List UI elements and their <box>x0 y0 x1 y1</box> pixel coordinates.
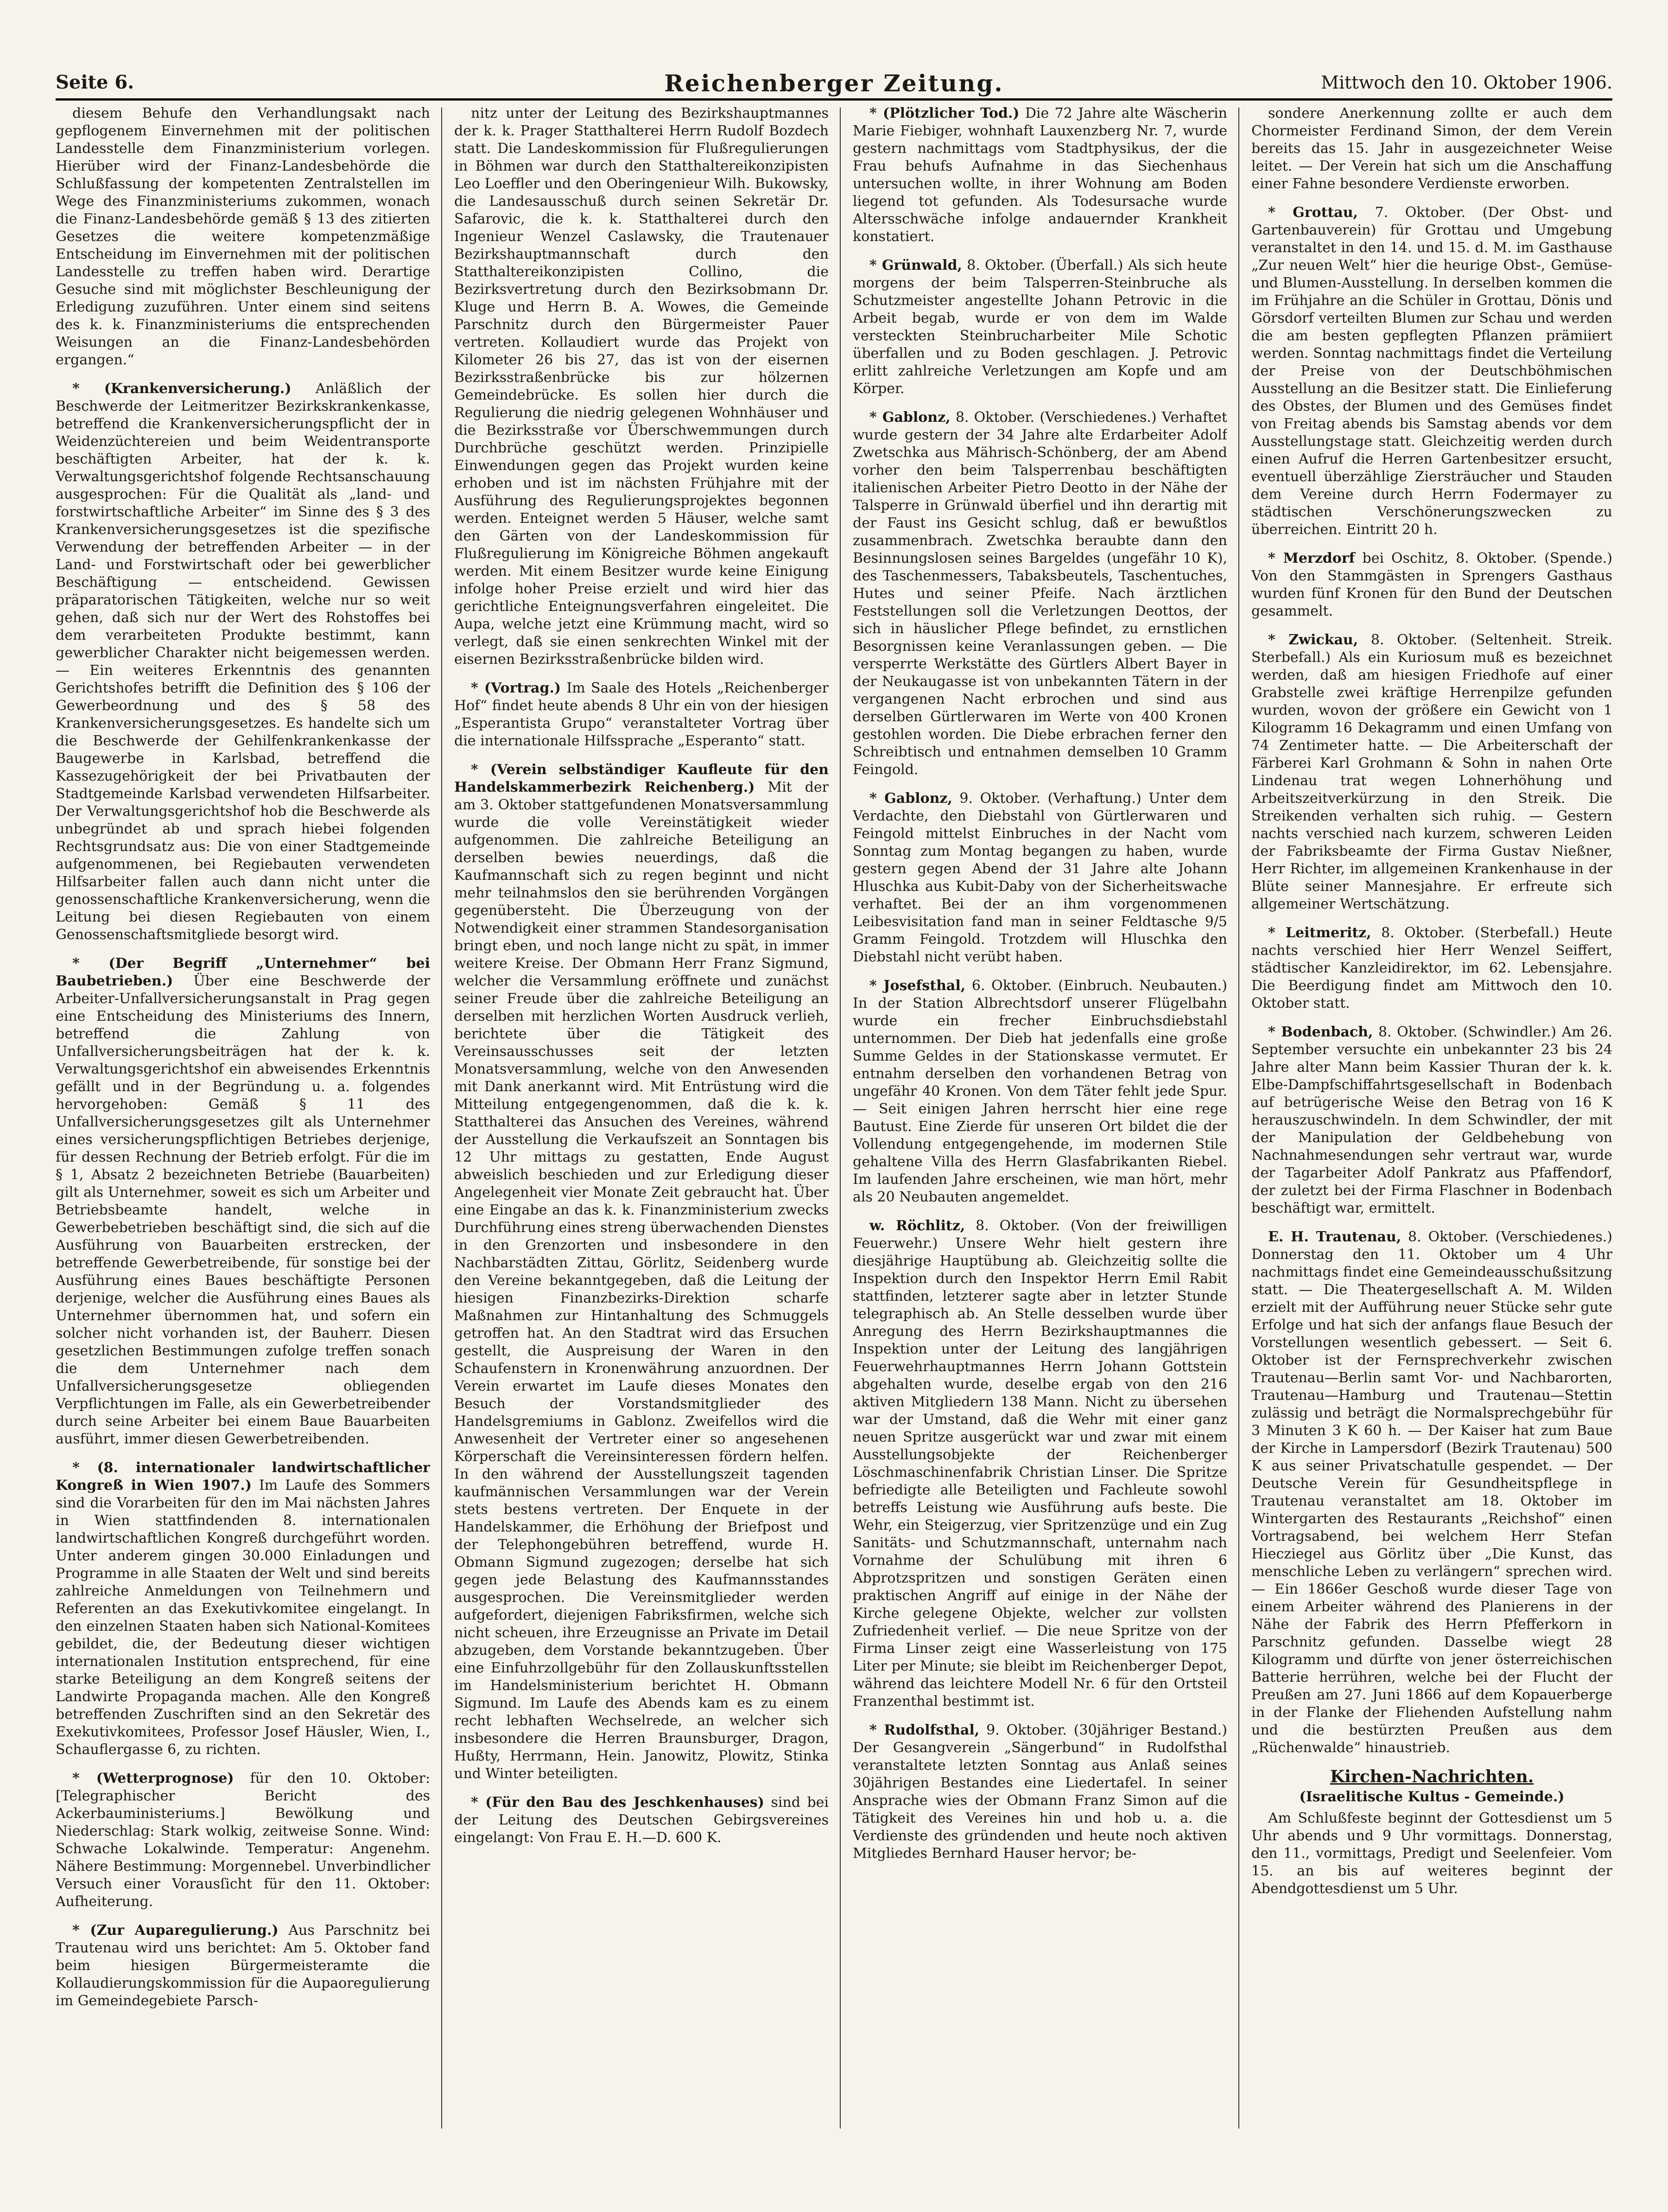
church-news-subtitle: (Israelitische Kultus - Gemeinde.) <box>1299 1789 1565 1805</box>
article: diesem Behufe den Verhandlungsakt nach gepflogenem Einvernehmen mit der politischen Landesstelle dem Finanzministerium vorlegen. Hierüber wird der Finanz-Landesbehörde die Schlußfassung der kompetenten Zentralstellen im Wege des Finanzministeriums zukommen, wonach die Finanz-Landesbehörde gemäß § 13 des zitierten Gesetzes die weitere kompetenzmäßige Entscheidung im Einvernehmen mit der politischen Landesstelle zu treffen haben wird. Derartige Gesuche sind mit möglichster Beschleunigung der Erledigung zuzuführen. Unter einem sind seitens des k. k. Finanzministeriums die entsprechenden Weisungen an die Finanz-Landesbehörden ergangen.“ <box>56 105 430 368</box>
article: * (Für den Bau des Jeschkenhauses) sind bei der Leitung des Deutschen Gebirgsvereines eingelangt: Von Frau E. H.—D. 600 K. <box>454 1794 829 1846</box>
article: * Gablonz, 8. Oktober. (Verschiedenes.) Verhaftet wurde gestern der 34 Jahre alte Erdarbeiter Adolf Zwetschka aus Mährisch-Schönberg, der am Abend vorher den beim Talsperrenbau beschäftigten italienischen Arbeiter Pietro Deotto in der Nähe der Talsperre in Grünwald überfiel und ihn derartig mit der Faust ins Gesicht schlug, daß er bewußtlos zusammenbrach. Zwetschka beraubte dann den Besinnungslosen seines Bargeldes (ungefähr 10 K), des Taschenmessers, Tabaksbeutels, Taschentuches, Hutes und seiner Pfeife. Nach ärztlichen Feststellungen soll die Verletzungen Deottos, der sich in häuslicher Pflege befindet, zu ernstlichen Besorgnissen keine Veranlassungen geben. — Die versperrte Werkstätte des Gürtlers Albert Bayer in der Neukaugasse ist von unbekannten Tätern in der vergangenen Nacht erbrochen und sind aus derselben Gürtlerwaren im Werte von 400 Kronen gestohlen worden. Die Diebe erbrachen ferner den Schreibtisch und entnahmen demselben 10 Gramm Feingold. <box>853 409 1227 778</box>
column-rule <box>441 108 442 2129</box>
column-rule <box>840 108 841 2129</box>
article: * (Zur Auparegulierung.) Aus Parschnitz bei Trautenau wird uns berichtet: Am 5. Oktober fand beim hiesigen Bürgermeisteramte die Kollaudierungskommission für die Aupaoregulierung im Gemeindegebiete Parsch- <box>56 1922 430 2009</box>
article: nitz unter der Leitung des Bezirkshauptmannes der k. k. Prager Statthalterei Herrn Rudolf Bozdech statt. Die Landeskommission für Flußregulierungen in Böhmen war durch den Statthaltereikonzipisten Leo Loeffler und den Oberingenieur Wilh. Bukowsky, die Landesausschuß durch seinen Sekretär Dr. Safarovic, die k. k. Statthalterei durch den Ingenieur Wenzel Caslawsky, die Trautenauer Bezirkshauptmannschaft durch den Statthaltereikonzipisten Collino, die Bezirksvertretung durch den Bezirksobmann Dr. Kluge und Herrn B. A. Wowes, die Gemeinde Parschnitz durch den Bürgermeister Pauer vertreten. Kollaudiert wurde das Projekt von Kilometer 26 bis 27, das ist von der eisernen Bezirksstraßenbrücke bis zur hölzernen Gemeindebrücke. Es sollen hier durch die Regulierung die niedrig gelegenen Wohnhäuser und die Bezirksstraße vor Überschwemmungen durch Durchbrüche geschützt werden. Prinzipielle Einwendungen gegen das Projekt wurden keine erhoben und ist im nächsten Frühjahre mit der Ausführung des Regulierungsprojektes begonnen werden. Enteignet werden 5 Häuser, welche samt den Gärten von der Landeskommission für Flußregulierung im Königreiche Böhmen angekauft werden. Mit einem Besitzer wurde keine Einigung infolge hoher Preise erzielt und wird hier das gerichtliche Enteignungsverfahren eingeleitet. Die Aupa, welche jetzt eine Krümmung macht, wird so verlegt, daß sie einen senkrechten Winkel mit der eisernen Bezirksstraßenbrücke bilden wird. <box>454 105 829 667</box>
page-number: Seite 6. <box>56 71 134 93</box>
article: * (Plötzlicher Tod.) Die 72 Jahre alte Wäscherin Marie Fiebiger, wohnhaft Lauxenzberg Nr. 7, wurde gestern nachmittags vom Stadtphysikus, der die Frau behufs Aufnahme in das Siechenhaus untersuchen wollte, in ihrer Wohnung am Boden liegend tot gefunden. Als Todesursache wurde Altersschwäche infolge andauernder Krankheit konstatiert. <box>853 105 1227 245</box>
article: * (Der Begriff „Unternehmer“ bei Baubetrieben.) Über eine Beschwerde der Arbeiter-Unfallversicherungsanstalt in Prag gegen eine Entscheidung des Ministeriums des Innern, betreffend die Zahlung von Unfallversicherungsbeiträgen hat der k. k. Verwaltungsgerichtshof ein abweisendes Erkenntnis gefällt und in der Begründung u. a. folgendes hervorgehoben: Gemäß § 11 des Unfallversicherungsgesetzes gilt als Unternehmer eines versicherungspflichtigen Betriebes derjenige, für dessen Rechnung der Betrieb erfolgt. Für die im § 1, Absatz 2 bezeichneten Betriebe (Bauarbeiten) gilt als Unternehmer, soweit es sich um Arbeiter und Betriebsbeamte handelt, welche in Gewerbebetrieben beschäftigt sind, die sich auf die Ausführung von Bauarbeiten erstrecken, der betreffende Gewerbetreibende, für sonstige bei der Ausführung eines Baues beschäftigte Personen derjenige, welcher die Ausführung eines Baues als Unternehmer übernommen hat, und sofern ein solcher nicht vorhanden ist, der Bauherr. Diesen gesetzlichen Bestimmungen zufolge treffen sonach die dem Unternehmer nach dem Unfallversicherungsgesetze obliegenden Verpflichtungen im Falle, als ein Gewerbetreibender durch seine Arbeiter bei einem Baue Bauarbeiten ausführt, immer diesen Gewerbetreibenden. <box>56 955 430 1447</box>
article: sondere Anerkennung zollte er auch dem Chormeister Ferdinand Simon, der dem Verein bereits das 15. Jahr in ausgezeichneter Weise leitet. — Der Verein hat sich um die Anschaffung einer Fahne besondere Verdienste erworben. <box>1251 105 1612 192</box>
article: * Josefsthal, 6. Oktober. (Einbruch. Neubauten.) In der Station Albrechtsdorf unserer Flügelbahn wurde ein frecher Einbruchsdiebstahl unternommen. Der Dieb hat jedenfalls eine große Summe Geldes in der Stationskasse vermutet. Er entnahm derselben den vorhandenen Betrag von ungefähr 40 Kronen. Von dem Täter fehlt jede Spur. — Seit einigen Jahren herrscht hier eine rege Bautust. Eine Zierde für unseren Ort bildet die der Vollendung entgegengehende, im modernen Stile gehaltene Villa des Herrn Glasfabrikanten Riebel. Im laufenden Jahre erscheinen, wie man hört, mehr als 20 Neubauten angemeldet. <box>853 978 1227 1205</box>
masthead <box>56 70 1612 101</box>
column-1 <box>56 105 430 2144</box>
issue-date: Mittwoch den 10. Oktober 1906. <box>1321 72 1612 93</box>
article: * Grünwald, 8. Oktober. (Überfall.) Als sich heute morgens der beim Talsperren-Steinbruche als Schutzmeister angestellte Johann Petrovic in die Arbeit begab, wurde er von dem im Walde versteckten Steinbrucharbeiter Mile Schotic überfallen und zu Boden geschlagen. J. Petrovic erlitt zahlreiche Verletzungen am Kopfe und am Körper. <box>853 257 1227 397</box>
article: * Leitmeritz, 8. Oktober. (Sterbefall.) Heute nachts verschied hier Herr Wenzel Seiffert, städtischer Kanzleidirektor, im 62. Lebensjahre. Die Beerdigung findet am Mittwoch den 10. Oktober statt. <box>1251 925 1612 1011</box>
article: * Gablonz, 9. Oktober. (Verhaftung.) Unter dem Verdachte, den Diebstahl von Gürtlerwaren und Feingold mittelst Einbruches in der Nacht vom Sonntag zum Montag begangen zu haben, wurde gestern gegen Abend der 31 Jahre alte Johann Hluschka aus Kubit-Daby von der Sicherheitswache verhaftet. Bei der an ihm vorgenommenen Leibesvisitation fand man in seiner Feldtasche 9/5 Gramm Feingold. Trotzdem will Hluschka den Diebstahl nicht verübt haben. <box>853 790 1227 965</box>
article: * (Vortrag.) Im Saale des Hotels „Reichenberger Hof“ findet heute abends 8 Uhr ein von der hiesigen „Esperantista Grupo“ veranstalteter Vortrag über die internationale Hilfssprache „Esperanto“ statt. <box>454 680 829 749</box>
church-news-title: Kirchen-Nachrichten. <box>1330 1767 1534 1786</box>
article: * (Wetterprognose) für den 10. Oktober: [Telegraphischer Bericht des Ackerbauministeriums.] Bewölkung und Niederschlag: Stark wolkig, zeitweise Sonne. Wind: Schwache Lokalwinde. Temperatur: Angenehm. Nähere Bestimmung: Morgennebel. Unverbindlicher Versuch einer Vorausſicht für den 11. Oktober: Aufheiterung. <box>56 1770 430 1910</box>
article: * Zwickau, 8. Oktober. (Seltenheit. Streik. Sterbefall.) Als ein Kuriosum muß es bezeichnet werden, daß am hiesigen Friedhofe auf einer Grabstelle zwei kräftige Herrenpilze gefunden wurden, wovon der größere ein Gewicht von 1 Kilogramm 16 Dekagramm und einen Umfang von 74 Zentimeter hatte. — Die Arbeiterschaft der Färberei Karl Grohmann & Sohn in nahen Orte Lindenau trat wegen Lohnerhöhung und Arbeitszeitverkürzung in den Streik. Die Streikenden verhalten sich ruhig. — Gestern nachts verschied nach kurzem, schweren Leiden der Fabriksbeamte der Firma Gustav Nießner, Herr Richter, im allgemeinen Krankenhause in der Blüte seiner Mannesjahre. Er erfreute sich allgemeiner Wertschätzung. <box>1251 632 1612 912</box>
article: E. H. Trautenau, 8. Oktober. (Verschiedenes.) Donnerstag den 11. Oktober um 4 Uhr nachmittags findet eine Gemeindeausschußsitzung statt. — Die Theatergesellschaft A. M. Wilden erzielt mit der Aufführung neuer Stücke sehr gute Erfolge und hat sich der anfangs flaue Besuch der Vorstellungen wesentlich gebessert. — Seit 6. Oktober ist der Fernsprechverkehr zwischen Trautenau—Berlin samt Vor- und Nachbarorten, Trautenau—Hamburg und Trautenau—Stettin zulässig und beträgt die Normalsprechgebühr für 3 Minuten 3 K 60 h. — Der Kaiser hat zum Baue der Kirche in Lampersdorf (Bezirk Trautenau) 500 K aus seiner Privatschatulle gespendet. — Der Deutsche Verein für Gesundheitspflege in Trautenau veranstaltet am 18. Oktober im Wintergarten des Restaurants „Reichshof“ einen Vortragsabend, bei welchem Herr Stefan Hiecziegel aus Görlitz über „Die Kunst, das menschliche Leben zu verlängern“ sprechen wird. — Ein 1866er Geschoß wurde dieser Tage von einem Arbeiter während des Planierens in der Nähe der Fabrik des Herrn Pfefferkorn in Parschnitz gefunden. Dasselbe wiegt 28 Kilogramm und dürfte von jener österreichischen Batterie herrühren, welche bei der Flucht der Preußen am 27. Juni 1866 auf dem Kopauerberge in der Flanke der Fliehenden Aufstellung nahm und die bestürzten Preußen aus dem „Rüchenwalde“ hinaustrieb. <box>1251 1229 1612 1756</box>
column-4 <box>1251 105 1612 2144</box>
article: * Bodenbach, 8. Oktober. (Schwindler.) Am 26. September versuchte ein unbekannter 23 bis 24 Jahre alter Mann beim Kassier Thuran der k. k. Elbe-Dampfschiffahrtsgesellschaft in Bodenbach auf betrügerische Weise den Betrag von 16 K herauszuschwindeln. In dem Schwindler, der mit der Manipulation der Geldbehebung von Nachnahmesendungen sehr vertraut war, wurde der Tagarbeiter Adolf Pankratz aus Pfaffendorf, der zuletzt bei der Firma Flaschner in Bodenbach beschäftigt war, ermittelt. <box>1251 1024 1612 1216</box>
article: * (Verein selbständiger Kaufleute für den Handelskammerbezirk Reichenberg.) Mit der am 3. Oktober stattgefundenen Monatsversammlung wurde die volle Vereinstätigkeit wieder aufgenommen. Die zahlreiche Beteiligung an derselben bewies neuerdings, daß die Kaufmannschaft sich zu regen beginnt und nicht mehr teilnahmslos den sie berührenden Vorgängen gegenübersteht. Die Überzeugung von der Notwendigkeit einer strammen Standesorganisation bringt eben, und noch lange nicht zu spät, in immer weitere Kreise. Der Obmann Herr Franz Sigmund, welcher die Versammlung eröffnete und zunächst seiner Freude über die zahlreiche Beteiligung an derselben mit herzlichen Worten Ausdruck verlieh, berichtete über die Tätigkeit des Vereinsausschusses seit der letzten Monatsversammlung, welche von den Anwesenden mit Dank anerkannt wird. Mit Entrüstung wird die Mitteilung entgegengenommen, daß die k. k. Statthalterei das Ansuchen des Vereines, während der Ausstellung die Verkaufszeit an Sonntagen bis 12 Uhr mittags zu gestatten, Ende August abweislich beschieden und zur Erledigung dieser Angelegenheit vier Monate Zeit gebraucht hat. Über eine Eingabe an das k. k. Finanzministerium zwecks Durchführung eines streng überwachenden Dienstes in den Grenzorten und insbesondere in den Nachbarstädten Zittau, Görlitz, Seidenberg wurde den Vereine bekanntgegeben, daß die Leitung der hiesigen Finanzbezirks-Direktion scharfe Maßnahmen zur Hintanhaltung des Schmuggels getroffen hat. An den Stadtrat wird das Ersuchen gestellt, die Auspreisung der Waren in den Schaufenstern in Kronenwährung anzuordnen. Der Verein erwartet im Laufe dieses Monates den Besuch der Vorstandsmitglieder des Handelsgremiums in Gablonz. Zweifellos wird die Anwesenheit der Vertreter einer so angesehenen Körperschaft die Vereinsinteressen fördern helfen. In den während der Ausstellungszeit tagenden kaufmännischen Versammlungen war der Verein stets bestens vertreten. Der Enquete in der Handelskammer, die Erhöhung der Briefpost und der Telephongebühren betreffend, wurde H. Obmann Sigmund zugezogen; derselbe hat sich gegen jede Belastung des Kaufmannsstandes ausgesprochen. Die Vereinsmitglieder werden aufgefordert, diejenigen Fabriksfirmen, welche sich nicht scheuen, ihre Erzeugnisse an Private im Detail abzugeben, dem Vorstande bekanntzugeben. Über eine Einfuhrzollgebühr für den Zollauskunftsstellen im Handelsministerium berichtet H. Obmann Sigmund. Im Laufe des Abends kam es zu einem recht lebhaften Wechselrede, an welcher sich insbesondere die Herren Braunsburger, Dragon, Hußty, Herrmann, Hein. Janowitz, Plowitz, Stinka und Winter beteiligten. <box>454 762 829 1782</box>
article: * Grottau, 7. Oktober. (Der Obst- und Gartenbauverein) für Grottau und Umgebung veranstaltet in den 14. und 15. d. M. im Gasthause „Zur neuen Welt“ hier die heurige Obst-, Gemüse- und Blumen-Ausstellung. In derselben kommen die im Frühjahre an die Schüler in Grottau, Dönis und Görsdorf verteilten Blumen zur Schau und werden die am besten gepflegten Pflanzen prämiiert werden. Sonntag nachmittags findet die Verteilung der Preise von der Deutschböhmischen Ausstellung an die Besitzer statt. Die Einlieferung des Obstes, der Blumen und des Gemüses findet von Freitag abends bis Samstag abends vor dem Ausstellungstage statt. Gleichzeitig werden durch einen Aufruf die Herren Gartenbesitzer ersucht, eventuell überzählige Ziersträucher und Stauden dem Vereine durch Herrn Fodermayer zu städtischen Verschönerungszwecken zu überreichen. Eintritt 20 h. <box>1251 204 1612 538</box>
article: * Rudolfsthal, 9. Oktober. (30jähriger Bestand.) Der Gesangverein „Sängerbund“ in Rudolfsthal veranstaltete letzten Sonntag aus Anlaß seines 30jährigen Bestandes eine Liedertafel. In seiner Ansprache wies der Obmann Franz Simon auf die Tätigkeit des Vereines hin und hob u. a. die Verdienste des gründenden und heute noch aktiven Mitgliedes Bernhard Hauser hervor; be- <box>853 1722 1227 1862</box>
article: w. Röchlitz, 8. Oktober. (Von der freiwilligen Feuerwehr.) Unsere Wehr hielt gestern ihre diesjährige Hauptübung ab. Gleichzeitig sollte die Inspektion durch den Inspektor Herrn Emil Rabit stattfinden, letzterer sagte aber in letzter Stunde telegraphisch ab. An Stelle desselben wurde über Anregung des Herrn Bezirkshauptmannes die Inspektion unter der Leitung des langjährigen Feuerwehrhauptmannes Herrn Johann Gottstein abgehalten wurde, deselbe ergab von den 216 aktiven Mitgliedern 138 Mann. Nicht zu übersehen war der Umstand, daß die Wehr mit einer ganz neuen Spritze ausgerückt war und zwar mit einem Ausstellungsobjekte der Reichenberger Löschmaschinenfabrik Christian Linser. Die Spritze befriedigte alle Beteiligten und Fachleute sowohl betreffs Leistung wie Ausführung aufs beste. Die Wehr, ein Steigerzug, vier Spritzenzüge und ein Zug Sanitäts- und Schutzmannschaft, unternahm nach Vornahme der Schulübung mit ihren 6 Abprotzspritzen und sonstigen Geräten einen praktischen Angriff auf einige in der Nähe der Kirche gelegene Objekte, welcher zur vollsten Zufriedenheit verlief. — Die neue Spritze von der Firma Linser zeigt eine Wasserleistung von 175 Liter per Minute; sie bleibt im Reichenberger Depot, während das leichtere Modell Nr. 6 für den Ortsteil Franzenthal bestimmt ist. <box>853 1218 1227 1710</box>
column-rule <box>1238 108 1239 2129</box>
newspaper-title: Reichenberger Zeitung. <box>664 70 1004 97</box>
article: * (Krankenversicherung.) Anläßlich der Beschwerde der Leitmeritzer Bezirkskrankenkasse, betreffend die Krankenversicherungspflicht der in Weidenzüchtereien und beim Weidentransporte beschäftigten Arbeiter, hat der k. k. Verwaltungsgerichtshof folgende Rechtsanschauung ausgesprochen: Für die Qualität als „land- und forstwirtschaftliche Arbeiter“ im Sinne des § 3 des Krankenversicherungsgesetzes ist die spezifische Verwendung der betreffenden Arbeiter — in der Land- und Forstwirtschaft oder bei gewerblicher Beschäftigung — entscheidend. Gewissen präparatorischen Tätigkeiten, welche nur so weit gehen, daß sich nur der Wert des Rohstoffes bei dem verarbeiteten Produkte bestimmt, kann gewerblicher Charakter nicht beigemessen werden. — Ein weiteres Erkenntnis des genannten Gerichtshofes betrifft die Definition des § 106 der Gewerbeordnung und des § 58 des Krankenversicherungsgesetzes. Es handelte sich um die Beschwerde der Gehilfenkrankenkasse der Baugewerbe in Karlsbad, betreffend die Kassezugehörigkeit der bei Privatbauten der Stadtgemeinde Karlsbad verwendeten Hilfsarbeiter. Der Verwaltungsgerichtshof hob die Beschwerde als unbegründet ab und sprach hiebei folgenden Rechtsgrundsatz aus: Die von einer Stadtgemeinde aufgenommenen, bei Regiebauten verwendeten Hilfsarbeiter fallen auch dann nicht unter die genossenschaftliche Krankenversicherung, wenn die Leitung bei diesen Regiebauten von einem Genossenschaftsmitgliede besorgt wird. <box>56 381 430 943</box>
column-2 <box>454 105 829 2144</box>
church-news-body: Am Schlußfeste beginnt der Gottesdienst um 5 Uhr abends und 9 Uhr vormittags. Donnerstag, den 11., vormittags, Predigt und Seelenfeier. Vom 15. an bis auf weiteres beginnt der Abendgottesdienst um 5 Uhr. <box>1251 1810 1612 1897</box>
article: * (8. internationaler landwirtschaftlicher Kongreß in Wien 1907.) Im Laufe des Sommers sind die Vorarbeiten für den im Mai nächsten Jahres in Wien stattfindenden 8. internationalen landwirtschaftlichen Kongreß durchgeführt worden. Unter anderem gingen 30.000 Einladungen und Programme in alle Staaten der Welt und sind bereits zahlreiche Anmeldungen von Teilnehmern und Referenten an das Exekutivkomitee eingelangt. In den einzelnen Staaten haben sich National-Komitees gebildet, die, der Bedeutung dieser wichtigen internationalen Institution entsprechend, für eine starke Beteiligung an dem Kongreß seitens der Landwirte Propaganda machen. Alle den Kongreß betreffenden Zuschriften sind an den Sekretär des Exekutivkomitees, Professor Josef Häusler, Wien, I., Schauflergasse 6, zu richten. <box>56 1460 430 1758</box>
article: * Merzdorf bei Oschitz, 8. Oktober. (Spende.) Von den Stammgästen in Sprengers Gasthaus wurden fünf Kronen für den Bund der Deutschen gesammelt. <box>1251 550 1612 619</box>
column-3 <box>853 105 1227 2144</box>
